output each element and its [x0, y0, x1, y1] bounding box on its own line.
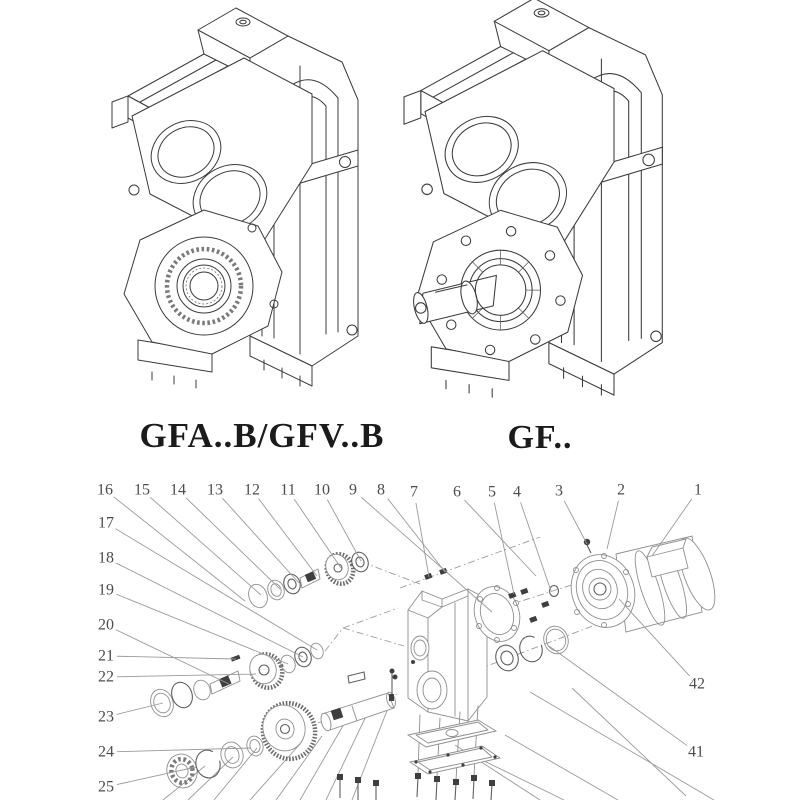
callout-5: 5	[488, 483, 496, 501]
callout-23: 23	[98, 708, 114, 726]
callout-14: 14	[170, 481, 186, 499]
snap-ring	[516, 633, 546, 665]
retaining-ring	[168, 679, 196, 710]
bearing	[349, 550, 371, 574]
snap-ring	[193, 747, 223, 780]
leader-line-5	[494, 503, 514, 594]
model-label-left: GFA..B/GFV..B	[139, 416, 385, 455]
callout-42: 42	[689, 675, 705, 693]
leader-line-11	[294, 499, 341, 568]
callout-4: 4	[513, 483, 521, 501]
bearing	[492, 642, 522, 674]
intermediate-gear-assembly	[147, 641, 325, 719]
leader-line-24	[117, 748, 251, 752]
leader-line-10	[327, 500, 361, 561]
callout-8: 8	[377, 481, 385, 499]
leader-line-12	[259, 499, 317, 576]
key	[231, 655, 241, 662]
housing-bolts	[337, 773, 495, 800]
callout-layer	[97, 482, 705, 796]
callout-3: 3	[555, 482, 563, 500]
callout-19: 19	[98, 581, 114, 599]
leader-line-16	[114, 497, 245, 601]
callout-20: 20	[98, 616, 114, 634]
callout-16: 16	[97, 481, 113, 499]
axis-line	[362, 562, 420, 584]
leader-line-14	[186, 498, 280, 589]
callout-11: 11	[280, 481, 296, 499]
callout-6: 6	[453, 483, 461, 501]
leader-line-4	[521, 502, 551, 591]
callout-2: 2	[617, 481, 625, 499]
housing-bore-large	[417, 671, 447, 709]
end-cap	[245, 582, 270, 611]
callout-22: 22	[98, 668, 114, 686]
callout-21: 21	[98, 647, 114, 665]
leader-line-8	[388, 499, 445, 572]
leader-line-41	[549, 646, 687, 746]
callout-24: 24	[98, 743, 114, 761]
callout-18: 18	[98, 549, 114, 567]
callout-15: 15	[134, 481, 150, 499]
end-cap	[191, 678, 213, 702]
callout-1: 1	[694, 481, 702, 499]
callout-12: 12	[244, 481, 260, 499]
leader-line-3	[564, 501, 587, 544]
model-label-right: GF..	[507, 419, 573, 456]
leader-line-2	[607, 501, 618, 549]
callout-17: 17	[98, 514, 114, 532]
callout-7: 7	[410, 483, 418, 501]
leader-line-6	[465, 500, 536, 576]
exploded-view	[97, 482, 722, 800]
o-ring	[540, 623, 572, 658]
callout-13: 13	[207, 481, 223, 499]
shaft-key	[348, 672, 365, 683]
leader-line-7	[416, 503, 429, 577]
callout-10: 10	[314, 481, 330, 499]
callout-41: 41	[688, 743, 704, 761]
axis-line	[400, 537, 540, 588]
cover-plate	[410, 746, 500, 774]
gearbox-drawing-gf	[404, 0, 662, 397]
gearbox-drawing-gfab-gfvb	[112, 8, 358, 388]
input-pinion-assembly	[245, 550, 370, 610]
callout-25: 25	[98, 778, 114, 796]
axis-line	[325, 608, 404, 651]
motor	[561, 534, 722, 637]
spacer	[245, 734, 266, 757]
callout-9: 9	[349, 481, 357, 499]
leader-line-15	[150, 497, 261, 595]
